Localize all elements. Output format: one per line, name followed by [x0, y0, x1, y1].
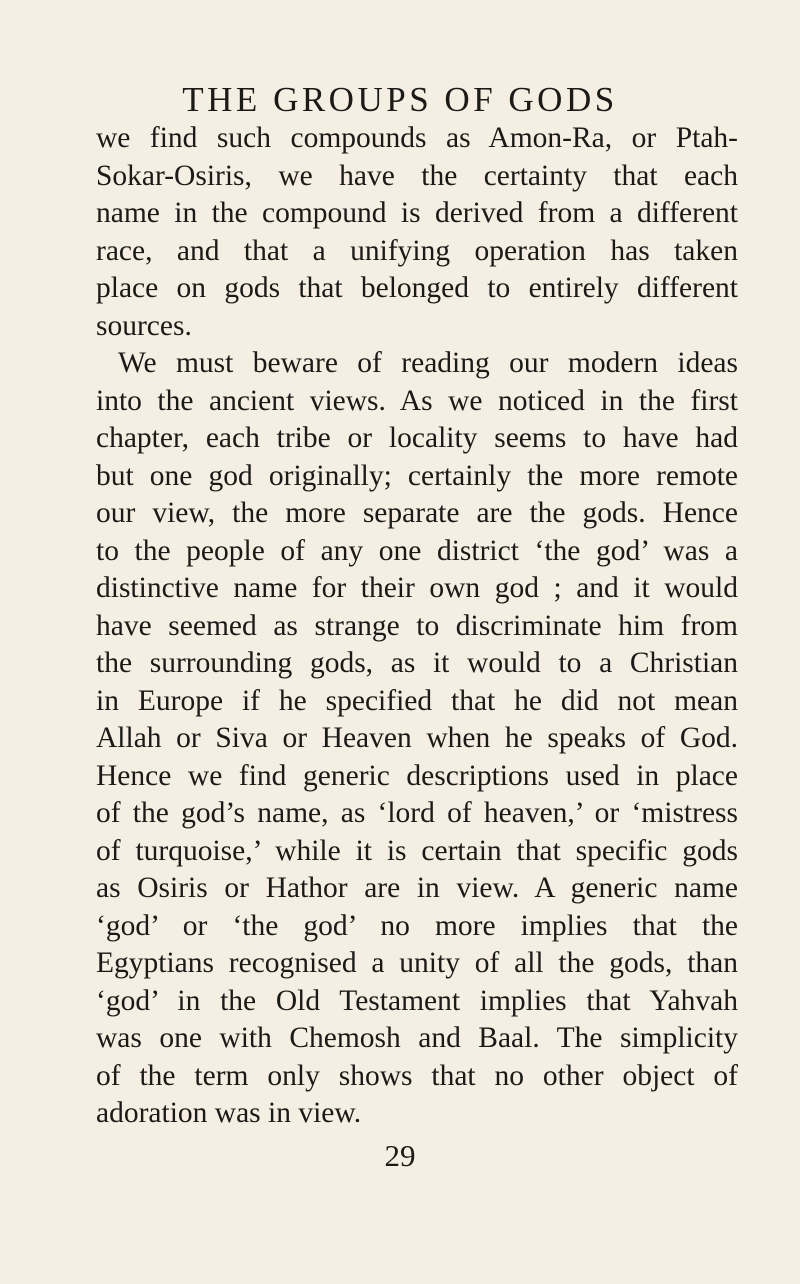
- text-line: race, and that a unifying operation has taken: [96, 234, 738, 267]
- text-line: sources.: [96, 309, 192, 342]
- text-line: but one god originally; certainly the more remote: [96, 459, 738, 492]
- text-line: of turquoise,’ while it is certain that specific gods: [96, 834, 738, 867]
- text-line: distinctive name for their own god ; and it would: [96, 572, 738, 604]
- running-head-title: THE GROUPS OF GODS: [182, 80, 618, 119]
- text-line: we find such compounds as Amon-Ra, or Ptah-: [96, 122, 738, 154]
- text-line: adoration was in view.: [96, 1097, 362, 1129]
- text-line: ‘god’ in the Old Testament implies that Yahvah: [96, 984, 738, 1017]
- text-line: was one with Chemosh and Baal. The simplicity: [96, 1022, 738, 1054]
- text-line: name in the compound is derived from a different: [96, 197, 738, 229]
- text-line: of the god’s name, as ‘lord of heaven,’ or ‘mistress: [96, 797, 738, 829]
- text-line: We must beware of reading our modern ideas: [118, 347, 738, 379]
- text-line: place on gods that belonged to entirely different: [96, 272, 738, 304]
- page-number: 29: [384, 1138, 416, 1173]
- text-line: Allah or Siva or Heaven when he speaks of God.: [96, 722, 738, 754]
- text-line: the surrounding gods, as it would to a Christian: [96, 647, 738, 679]
- text-line: have seemed as strange to discriminate him from: [96, 609, 738, 642]
- text-line: in Europe if he specified that he did not mean: [96, 684, 738, 717]
- text-line: of the term only shows that no other object of: [96, 1059, 738, 1092]
- text-line: to the people of any one district ‘the god’ was a: [96, 534, 738, 567]
- body-text: [96, 120, 738, 1133]
- text-line: into the ancient views. As we noticed in the first: [96, 384, 738, 417]
- text-line: our view, the more separate are the gods. Hence: [96, 497, 738, 529]
- text-line: Sokar-Osiris, we have the certainty that each: [96, 159, 738, 192]
- text-line: Egyptians recognised a unity of all the gods, than: [96, 947, 738, 979]
- text-line: Hence we find generic descriptions used in place: [96, 759, 738, 792]
- text-line: chapter, each tribe or locality seems to have had: [96, 422, 738, 454]
- text-line: as Osiris or Hathor are in view. A generic name: [96, 872, 738, 904]
- text-line: ‘god’ or ‘the god’ no more implies that the: [96, 909, 738, 942]
